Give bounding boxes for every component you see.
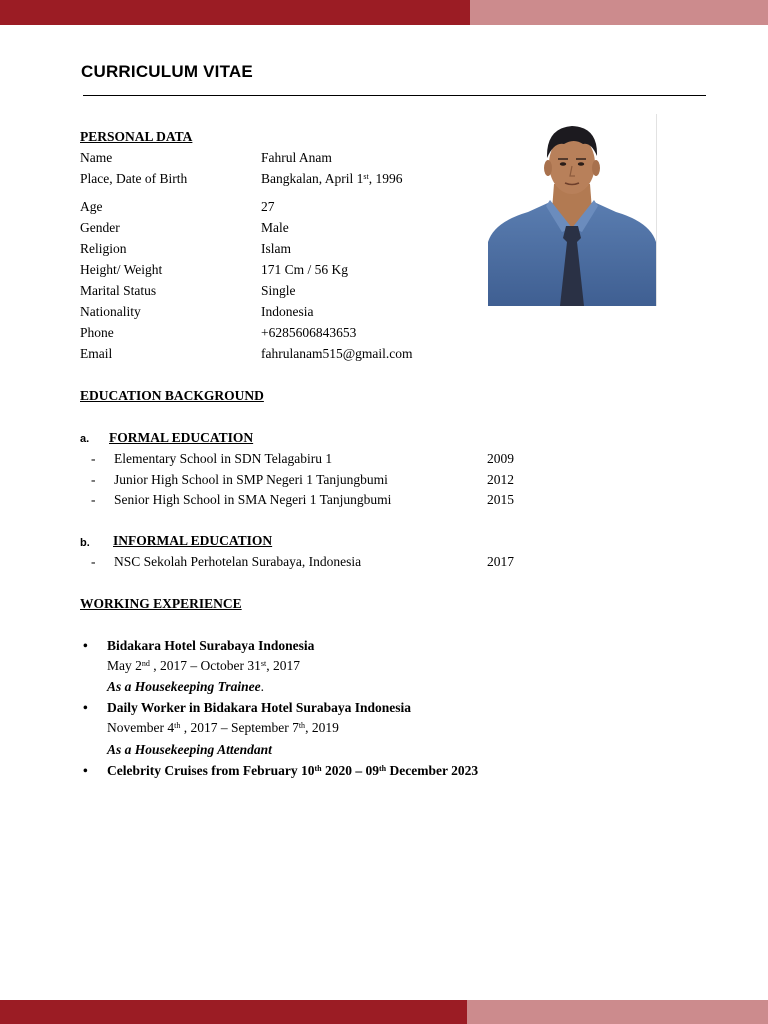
education-heading: EDUCATION BACKGROUND [80, 388, 264, 403]
job-employer: Bidakara Hotel Surabaya Indonesia [107, 638, 315, 653]
formal-marker: a. [80, 433, 90, 445]
bottom-band-dark [0, 1000, 467, 1024]
value-email: fahrulanam515@gmail.com [261, 346, 413, 361]
bottom-color-band [0, 1000, 768, 1024]
list-dash: - [91, 472, 96, 487]
bottom-band-light [467, 1000, 768, 1024]
photo-frame-edge [656, 114, 657, 306]
informal-education-heading: INFORMAL EDUCATION [113, 533, 273, 548]
label-age: Age [80, 199, 103, 214]
bullet: • [83, 638, 88, 653]
label-email: Email [80, 346, 113, 361]
job-period: November 4th , 2017 – September 7th, 2019 [107, 720, 339, 735]
label-religion: Religion [80, 241, 127, 256]
informal-marker: b. [80, 537, 90, 549]
formal-item-year: 2012 [487, 472, 514, 487]
top-band-dark [0, 0, 470, 25]
value-phone: +6285606843653 [261, 325, 357, 340]
personal-data-heading: PERSONAL DATA [80, 129, 193, 144]
formal-item-year: 2009 [487, 451, 514, 466]
label-name: Name [80, 150, 113, 165]
job-period: May 2nd , 2017 – October 31st, 2017 [107, 658, 300, 673]
value-gender: Male [261, 220, 289, 235]
value-age: 27 [261, 199, 275, 214]
job-role: As a Housekeeping Trainee. [107, 679, 264, 694]
top-band-light [470, 0, 768, 25]
label-gender: Gender [80, 220, 120, 235]
informal-item-text: NSC Sekolah Perhotelan Surabaya, Indonesia [114, 554, 362, 569]
value-nationality: Indonesia [261, 304, 314, 319]
list-dash: - [91, 492, 96, 507]
value-marital-status: Single [261, 283, 296, 298]
job-role: As a Housekeeping Attendant [107, 742, 272, 757]
value-birth: Bangkalan, April 1st, 1996 [261, 171, 403, 186]
list-dash: - [91, 451, 96, 466]
formal-item-year: 2015 [487, 492, 514, 507]
job-employer: Celebrity Cruises from February 10th 2020 – 09th December 2023 [107, 763, 479, 778]
label-marital-status: Marital Status [80, 283, 157, 298]
job-employer: Daily Worker in Bidakara Hotel Surabaya Indonesia [107, 700, 412, 715]
formal-education-heading: FORMAL EDUCATION [109, 430, 254, 445]
formal-item-text: Elementary School in SDN Telagabiru 1 [114, 451, 333, 466]
formal-item-text: Junior High School in SMP Negeri 1 Tanjungbumi [114, 472, 388, 487]
working-experience-heading: WORKING EXPERIENCE [80, 596, 242, 611]
value-name: Fahrul Anam [261, 150, 332, 165]
bullet: • [83, 700, 88, 715]
label-birth: Place, Date of Birth [80, 171, 188, 186]
label-phone: Phone [80, 325, 114, 340]
title-rule [83, 95, 706, 96]
list-dash: - [91, 554, 96, 569]
profile-photo [488, 114, 656, 306]
document-title: CURRICULUM VITAE [81, 62, 253, 81]
formal-item-text: Senior High School in SMA Negeri 1 Tanjungbumi [114, 492, 392, 507]
top-color-band [0, 0, 768, 25]
value-height-weight: 171 Cm / 56 Kg [261, 262, 349, 277]
bullet: • [83, 763, 88, 778]
informal-item-year: 2017 [487, 554, 514, 569]
label-height-weight: Height/ Weight [80, 262, 163, 277]
label-nationality: Nationality [80, 304, 141, 319]
value-religion: Islam [261, 241, 291, 256]
